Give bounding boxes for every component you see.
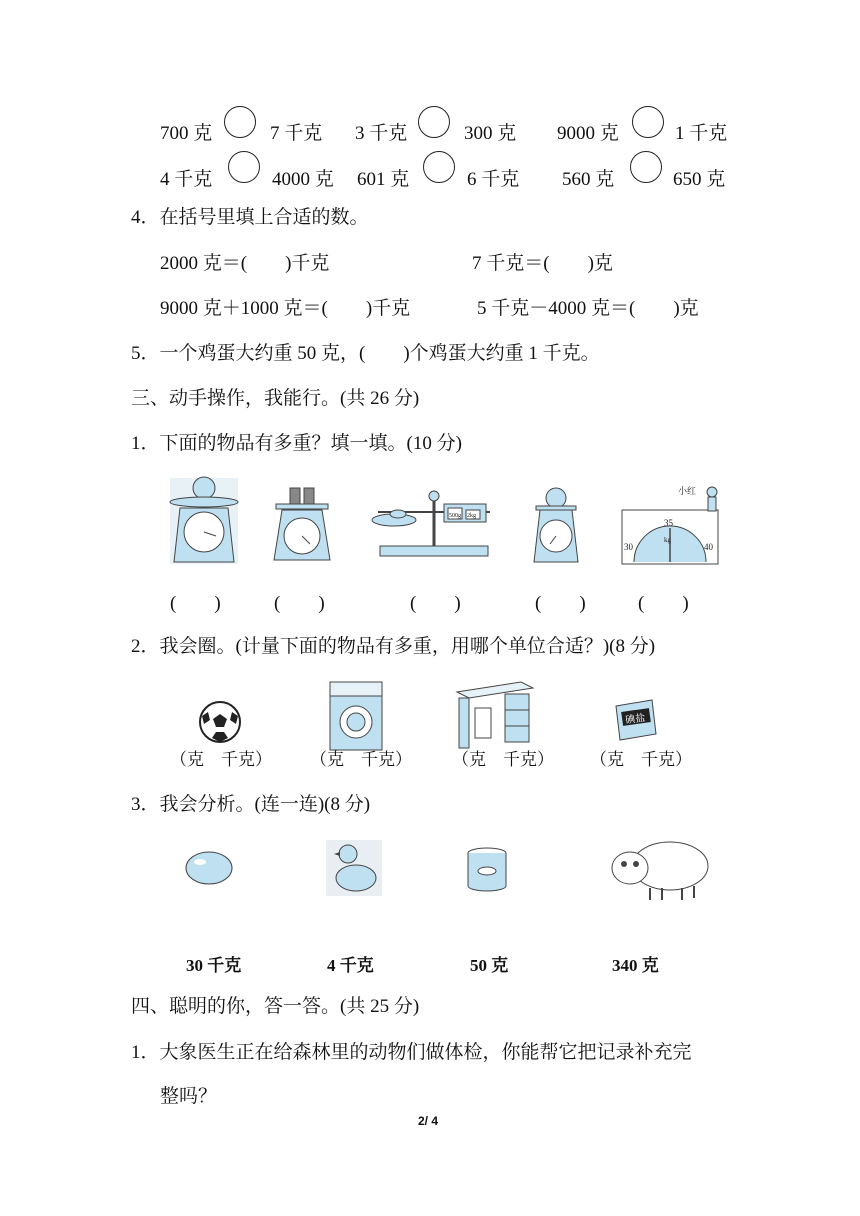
compare-left: 9000 克 [557,123,619,144]
washing-machine-image [328,680,384,752]
desk-image [455,678,535,750]
weight-label: 500g [449,513,461,519]
compare-circle[interactable] [630,151,662,183]
can-image [466,846,508,892]
section-4-q1: 1．大象医生正在给森林里的动物们做体检，你能帮它把记录补充完 [131,1042,692,1063]
compare-circle[interactable] [228,151,260,183]
compare-right: 4000 克 [272,169,334,190]
fill-blank[interactable]: 9000 克＋1000 克＝( )千克 [160,298,411,319]
fill-blank[interactable]: 7 千克＝( )克 [472,253,613,274]
compare-right: 6 千克 [467,169,520,190]
fill-blank[interactable]: 5 千克－4000 克＝( )克 [477,298,699,319]
compare-right: 7 千克 [270,123,323,144]
weight-value[interactable]: 30 千克 [186,956,242,975]
weight-value[interactable]: 4 千克 [327,956,374,975]
salt-bag-image [612,698,658,742]
compare-right: 1 千克 [675,123,728,144]
unit-choice[interactable]: （克 千克） [452,750,554,769]
answer-blank[interactable]: ( ) [274,593,325,614]
compare-left: 3 千克 [355,123,408,144]
pineapple-scale-image [530,486,582,564]
salt-label: 碘盐 [624,712,647,727]
section-4-title: 四、聪明的你，答一答。(共 25 分) [131,996,420,1017]
page-number: 2/ 4 [418,1114,439,1128]
answer-blank[interactable]: ( ) [638,593,689,614]
weight-value[interactable]: 50 克 [470,956,509,975]
dial-label: 40 [704,542,713,552]
compare-left: 4 千克 [160,169,213,190]
balance-scale-image [368,488,500,562]
unit-choice[interactable]: （克 千克） [170,750,272,769]
section-3-q2: 2．我会圈。(计量下面的物品有多重，用哪个单位合适？)(8 分) [131,636,656,657]
compare-right: 300 克 [464,123,517,144]
question-5[interactable]: 5．一个鸡蛋大约重 50 克，( )个鸡蛋大约重 1 千克。 [131,343,600,364]
sheep-image [606,836,710,902]
apple-scale-image [168,474,240,566]
compare-circle[interactable] [632,106,664,138]
answer-blank[interactable]: ( ) [170,593,221,614]
answer-blank[interactable]: ( ) [410,593,461,614]
answer-blank[interactable]: ( ) [535,593,586,614]
dial-label: 30 [624,542,633,552]
dial-label: 35 [664,518,673,528]
compare-circle[interactable] [423,151,455,183]
dial-label: kg [664,536,671,544]
egg-image [184,850,234,886]
section-3-q3: 3．我会分析。(连一连)(8 分) [131,794,371,815]
weight-label: 2kg [467,513,476,519]
compare-left: 560 克 [562,169,615,190]
compare-left: 700 克 [160,123,213,144]
person-dial-scale-image [620,482,730,566]
unit-choice[interactable]: （克 千克） [590,750,692,769]
person-name-label: 小红 [678,486,697,496]
weight-value[interactable]: 340 克 [612,956,659,975]
duck-image [326,840,382,896]
compare-circle[interactable] [224,106,256,138]
section-3-title: 三、动手操作，我能行。(共 26 分) [131,388,420,409]
soccer-ball-image [198,700,242,744]
fill-blank[interactable]: 2000 克＝( )千克 [160,253,330,274]
unit-choice[interactable]: （克 千克） [310,750,412,769]
section-4-q1-cont: 整吗？ [160,1086,218,1107]
jar-scale-image [270,486,334,562]
section-3-q1: 1．下面的物品有多重？填一填。(10 分) [131,433,462,454]
question-4-title: 4．在括号里填上合适的数。 [131,207,369,228]
compare-circle[interactable] [418,106,450,138]
compare-left: 601 克 [357,169,410,190]
compare-right: 650 克 [673,169,726,190]
